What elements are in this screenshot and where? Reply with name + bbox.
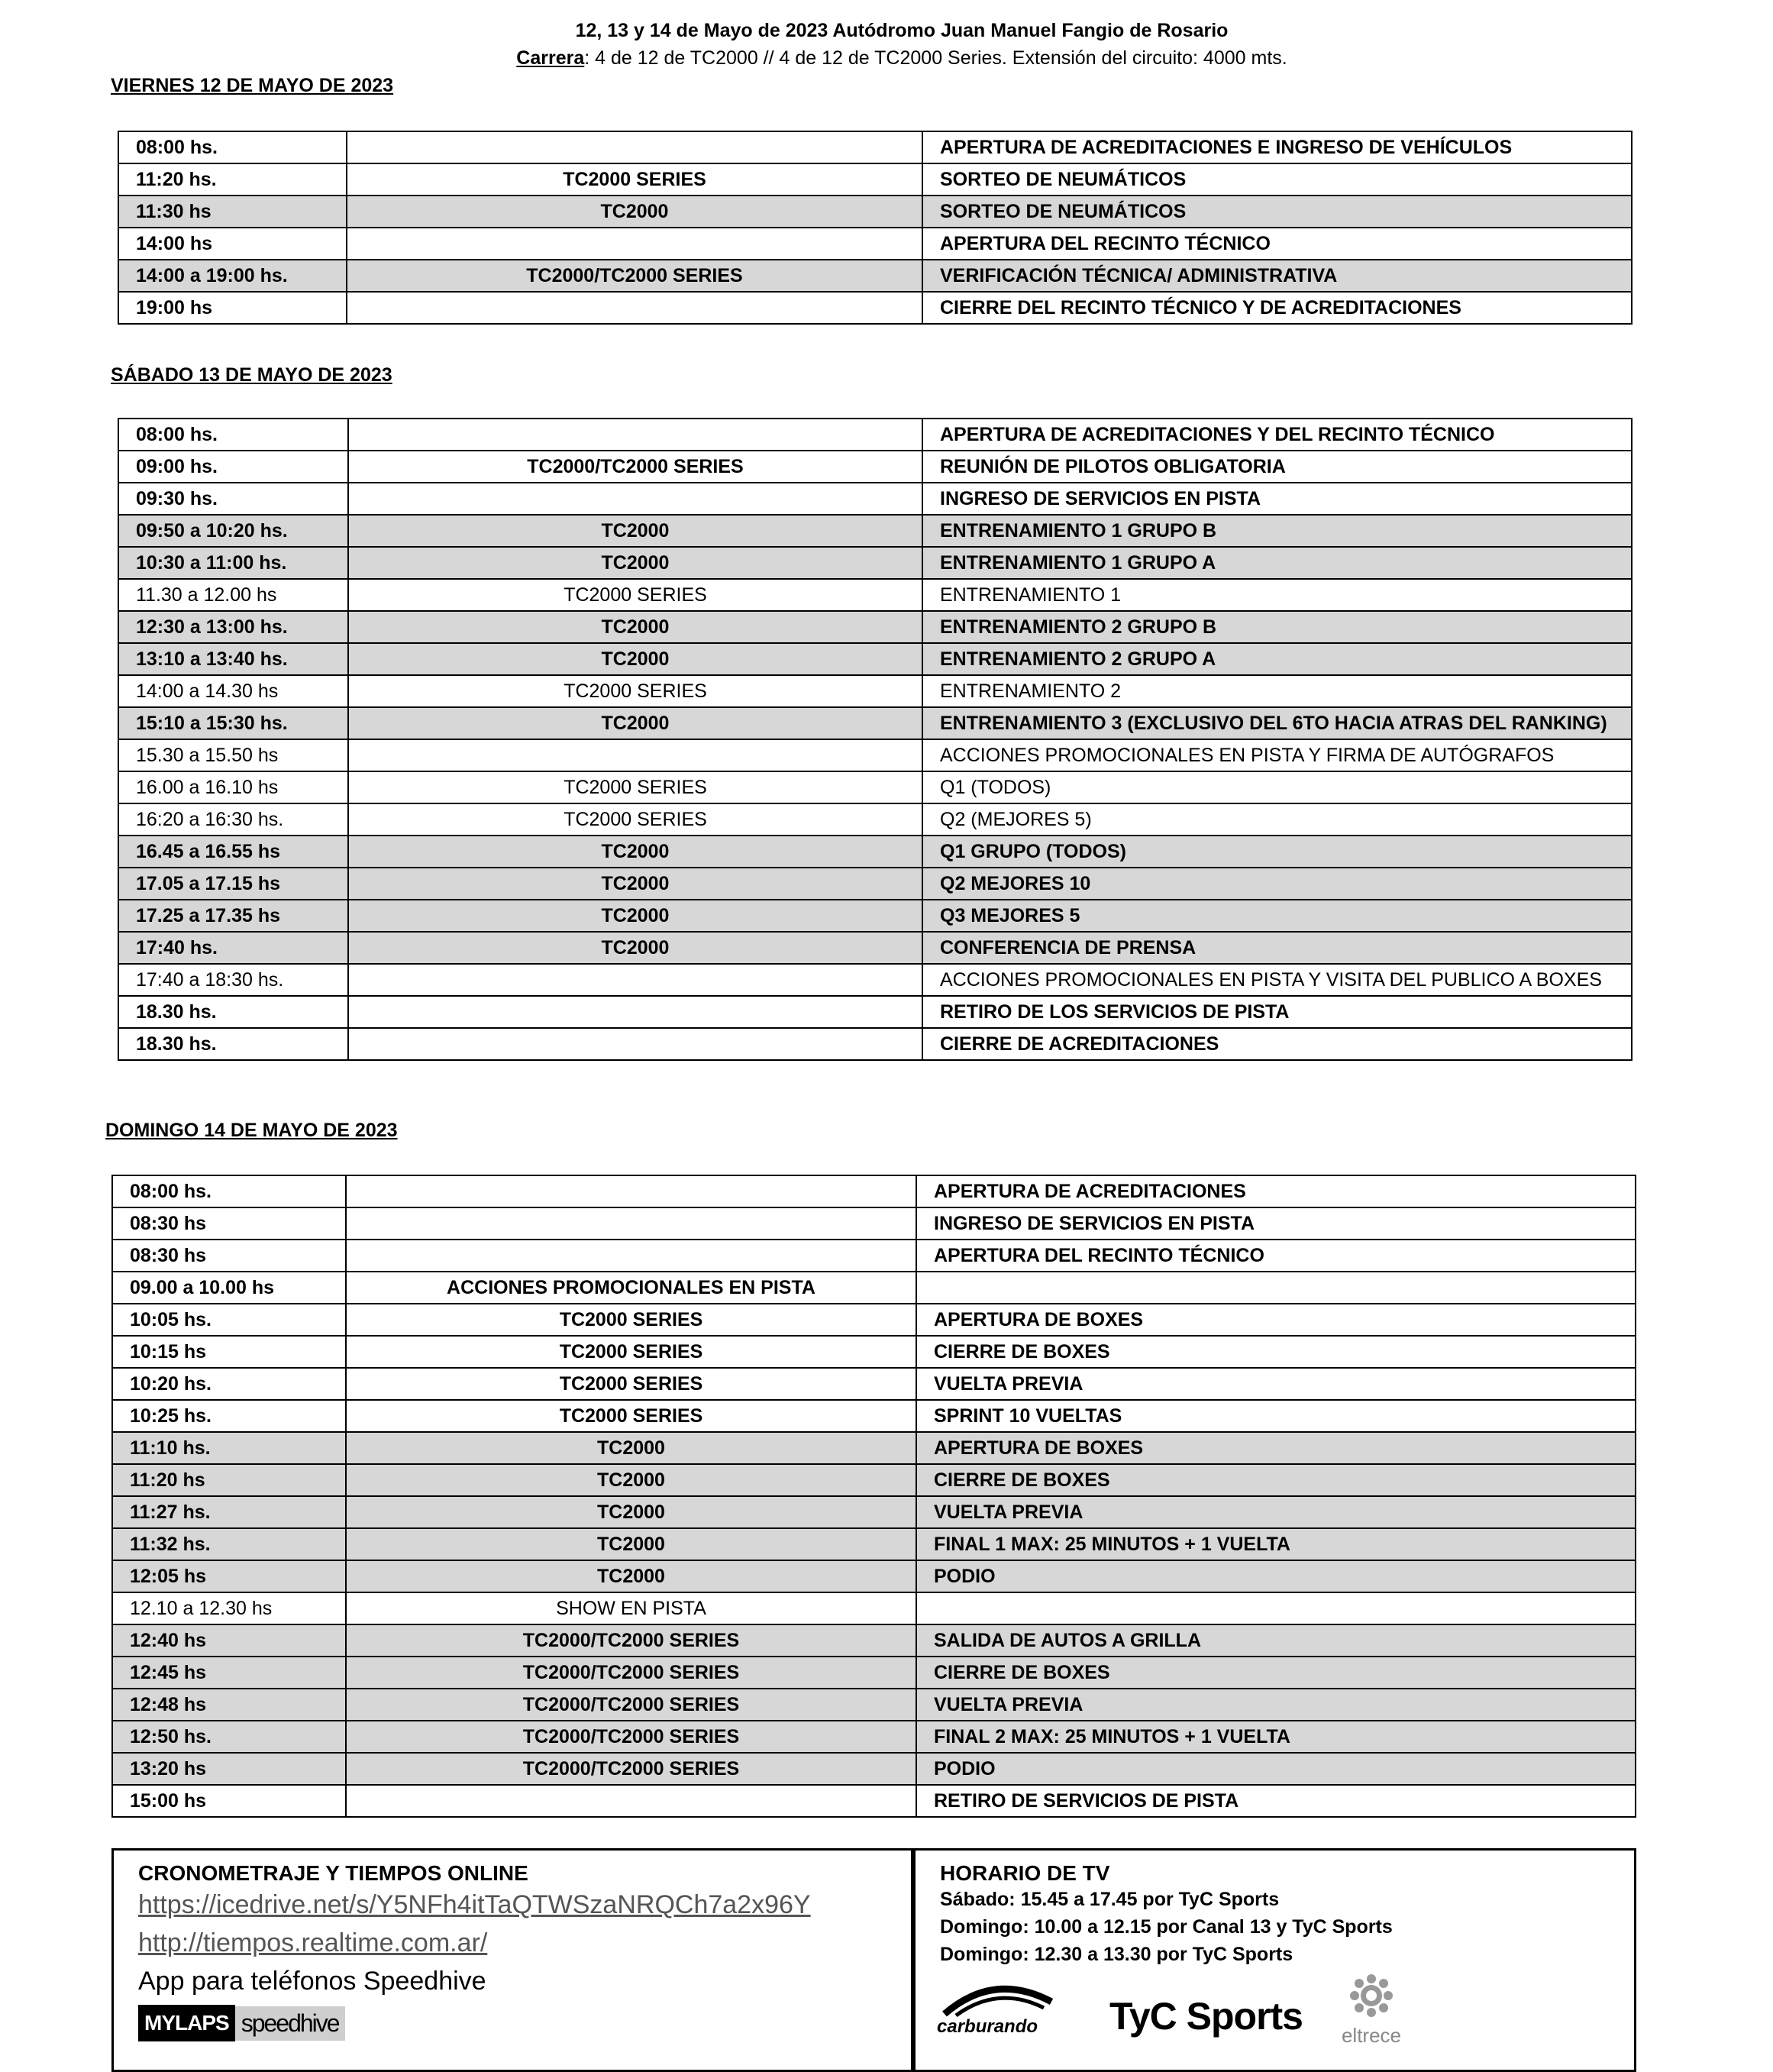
schedule-table-friday <box>118 131 1633 325</box>
mylaps-speedhive-logo <box>138 2005 345 2041</box>
event-cell <box>916 1592 1636 1624</box>
event-cell: APERTURA DE BOXES <box>916 1304 1636 1336</box>
time-cell: 12:40 hs <box>112 1624 346 1657</box>
time-cell: 14:00 hs <box>118 228 347 260</box>
time-cell: 08:00 hs. <box>112 1175 346 1207</box>
table-row <box>112 1657 1636 1689</box>
time-cell: 15:00 hs <box>112 1785 346 1817</box>
speedhive-app-text: App para teléfonos Speedhive <box>138 1967 486 1996</box>
table-row <box>118 163 1632 196</box>
event-cell: SPRINT 10 VUELTAS <box>916 1400 1636 1432</box>
time-cell: 10:15 hs <box>112 1336 346 1368</box>
tv-line-saturday: Sábado: 15.45 a 17.45 por TyC Sports <box>940 1889 1280 1910</box>
tyc-sports-logo: TyC Sports <box>1109 1995 1303 2038</box>
schedule-table-sunday <box>111 1175 1636 1818</box>
event-cell: ENTRENAMIENTO 1 GRUPO B <box>922 515 1632 547</box>
table-row <box>118 964 1632 996</box>
category-cell <box>346 1785 916 1817</box>
tv-line-sunday-2: Domingo: 12.30 a 13.30 por TyC Sports <box>940 1944 1293 1965</box>
time-cell: 11:32 hs. <box>112 1528 346 1560</box>
event-cell: ENTRENAMIENTO 2 GRUPO B <box>922 611 1632 643</box>
time-cell: 11:20 hs <box>112 1464 346 1496</box>
eltrece-logo <box>1337 1973 1406 2048</box>
time-cell: 12:05 hs <box>112 1560 346 1592</box>
table-row <box>112 1624 1636 1657</box>
table-row <box>118 996 1632 1028</box>
table-row <box>118 196 1632 228</box>
table-row <box>118 707 1632 739</box>
time-cell: 12:45 hs <box>112 1657 346 1689</box>
table-row <box>118 515 1632 547</box>
time-cell: 17.25 a 17.35 hs <box>118 900 348 932</box>
category-cell <box>348 1028 922 1060</box>
category-cell: TC2000 <box>346 1560 916 1592</box>
table-row <box>118 547 1632 579</box>
table-row <box>118 803 1632 836</box>
tv-line-sunday-1: Domingo: 10.00 a 12.15 por Canal 13 y TyC Sports <box>940 1916 1393 1938</box>
table-row <box>112 1432 1636 1464</box>
category-cell: TC2000/TC2000 SERIES <box>346 1721 916 1753</box>
time-cell: 08:30 hs <box>112 1240 346 1272</box>
time-cell: 17.05 a 17.15 hs <box>118 868 348 900</box>
event-cell: INGRESO DE SERVICIOS EN PISTA <box>922 483 1632 515</box>
table-row <box>118 611 1632 643</box>
category-cell: TC2000 <box>346 1528 916 1560</box>
table-row <box>112 1785 1636 1817</box>
event-cell: Q2 MEJORES 10 <box>922 868 1632 900</box>
category-cell: TC2000 <box>348 515 922 547</box>
table-row <box>118 739 1632 771</box>
category-cell: TC2000 <box>348 900 922 932</box>
category-cell: TC2000 SERIES <box>346 1336 916 1368</box>
time-cell: 09:00 hs. <box>118 451 348 483</box>
tv-box <box>913 1848 1636 2072</box>
time-cell: 11:20 hs. <box>118 163 347 196</box>
time-cell: 09.00 a 10.00 hs <box>112 1272 346 1304</box>
event-cell: CIERRE DE BOXES <box>916 1464 1636 1496</box>
category-cell <box>346 1175 916 1207</box>
event-cell: ENTRENAMIENTO 1 GRUPO A <box>922 547 1632 579</box>
table-row <box>118 483 1632 515</box>
document-subtitle <box>31 44 1773 72</box>
table-row <box>118 131 1632 163</box>
event-cell: PODIO <box>916 1560 1636 1592</box>
table-row <box>118 260 1632 292</box>
table-row <box>112 1272 1636 1304</box>
table-row <box>118 451 1632 483</box>
category-cell: TC2000/TC2000 SERIES <box>347 260 922 292</box>
event-cell: CIERRE DE BOXES <box>916 1657 1636 1689</box>
tv-heading: HORARIO DE TV <box>940 1861 1110 1885</box>
category-cell <box>347 228 922 260</box>
table-row <box>118 1028 1632 1060</box>
category-cell: TC2000/TC2000 SERIES <box>346 1753 916 1785</box>
time-cell: 16.00 a 16.10 hs <box>118 771 348 803</box>
table-row <box>112 1689 1636 1721</box>
event-cell <box>916 1272 1636 1304</box>
table-row <box>118 579 1632 611</box>
event-cell: VERIFICACIÓN TÉCNICA/ ADMINISTRATIVA <box>922 260 1632 292</box>
event-cell: VUELTA PREVIA <box>916 1368 1636 1400</box>
event-cell: SORTEO DE NEUMÁTICOS <box>922 196 1632 228</box>
category-cell <box>348 739 922 771</box>
table-row <box>112 1464 1636 1496</box>
event-cell: APERTURA DE ACREDITACIONES Y DEL RECINTO TÉCNICO <box>922 419 1632 451</box>
category-cell: TC2000 <box>348 547 922 579</box>
category-cell: TC2000 <box>348 611 922 643</box>
category-cell: TC2000 SERIES <box>346 1304 916 1336</box>
category-cell: TC2000 <box>348 868 922 900</box>
time-cell: 11:30 hs <box>118 196 347 228</box>
table-row <box>118 675 1632 707</box>
table-row <box>118 836 1632 868</box>
category-cell <box>348 483 922 515</box>
event-cell: FINAL 1 MAX: 25 MINUTOS + 1 VUELTA <box>916 1528 1636 1560</box>
table-row <box>118 643 1632 675</box>
time-cell: 17:40 hs. <box>118 932 348 964</box>
event-cell: VUELTA PREVIA <box>916 1689 1636 1721</box>
category-cell: TC2000 <box>346 1432 916 1464</box>
time-cell: 12:48 hs <box>112 1689 346 1721</box>
subtitle-text: : 4 de 12 de TC2000 // 4 de 12 de TC2000 Series. Extensión del circuito: 4000 mts. <box>584 47 1287 69</box>
category-cell: SHOW EN PISTA <box>346 1592 916 1624</box>
table-row <box>112 1304 1636 1336</box>
table-row <box>118 771 1632 803</box>
category-cell: TC2000 <box>348 643 922 675</box>
event-cell: Q3 MEJORES 5 <box>922 900 1632 932</box>
time-cell: 13:10 a 13:40 hs. <box>118 643 348 675</box>
time-cell: 12.10 a 12.30 hs <box>112 1592 346 1624</box>
category-cell: TC2000/TC2000 SERIES <box>348 451 922 483</box>
day-heading-saturday: SÁBADO 13 DE MAYO DE 2023 <box>111 364 392 386</box>
time-cell: 10:25 hs. <box>112 1400 346 1432</box>
time-cell: 09:50 a 10:20 hs. <box>118 515 348 547</box>
category-cell: TC2000 <box>348 836 922 868</box>
event-cell: SORTEO DE NEUMÁTICOS <box>922 163 1632 196</box>
category-cell: TC2000 SERIES <box>346 1400 916 1432</box>
category-cell: TC2000 <box>347 196 922 228</box>
table-row <box>112 1496 1636 1528</box>
event-cell: Q2 (MEJORES 5) <box>922 803 1632 836</box>
table-row <box>112 1368 1636 1400</box>
event-cell: Q1 GRUPO (TODOS) <box>922 836 1632 868</box>
time-cell: 16:20 a 16:30 hs. <box>118 803 348 836</box>
category-cell: TC2000 <box>346 1496 916 1528</box>
day-heading-sunday: DOMINGO 14 DE MAYO DE 2023 <box>105 1120 398 1141</box>
schedule-table-saturday <box>118 418 1633 1061</box>
event-cell: CONFERENCIA DE PRENSA <box>922 932 1632 964</box>
time-cell: 12:50 hs. <box>112 1721 346 1753</box>
event-cell: Q1 (TODOS) <box>922 771 1632 803</box>
time-cell: 10:05 hs. <box>112 1304 346 1336</box>
timing-heading: CRONOMETRAJE Y TIEMPOS ONLINE <box>138 1861 528 1885</box>
time-cell: 08:00 hs. <box>118 419 348 451</box>
timing-box <box>111 1848 913 2072</box>
category-cell: TC2000 SERIES <box>348 803 922 836</box>
event-cell: APERTURA DE ACREDITACIONES E INGRESO DE VEHÍCULOS <box>922 131 1632 163</box>
time-cell: 11:27 hs. <box>112 1496 346 1528</box>
table-row <box>112 1721 1636 1753</box>
category-cell: TC2000/TC2000 SERIES <box>346 1689 916 1721</box>
category-cell <box>346 1240 916 1272</box>
eltrece-logo-text: eltrece <box>1341 2024 1402 2047</box>
table-row <box>112 1592 1636 1624</box>
event-cell: CIERRE DE ACREDITACIONES <box>922 1028 1632 1060</box>
icedrive-link[interactable]: https://icedrive.net/s/Y5NFh4itTaQTWSzaNRQCh7a2x96Y <box>138 1890 811 1919</box>
event-cell: FINAL 2 MAX: 25 MINUTOS + 1 VUELTA <box>916 1721 1636 1753</box>
event-cell: APERTURA DEL RECINTO TÉCNICO <box>922 228 1632 260</box>
time-cell: 12:30 a 13:00 hs. <box>118 611 348 643</box>
table-row <box>112 1753 1636 1785</box>
time-cell: 11:10 hs. <box>112 1432 346 1464</box>
time-cell: 11.30 a 12.00 hs <box>118 579 348 611</box>
category-cell: TC2000 SERIES <box>348 675 922 707</box>
document-title: 12, 13 y 14 de Mayo de 2023 Autódromo Juan Manuel Fangio de Rosario <box>575 20 1229 41</box>
carburando-logo-text: carburando <box>937 2016 1038 2037</box>
time-cell: 15.30 a 15.50 hs <box>118 739 348 771</box>
table-row <box>118 292 1632 324</box>
time-cell: 09:30 hs. <box>118 483 348 515</box>
event-cell: APERTURA DE ACREDITACIONES <box>916 1175 1636 1207</box>
time-cell: 10:30 a 11:00 hs. <box>118 547 348 579</box>
event-cell: APERTURA DEL RECINTO TÉCNICO <box>916 1240 1636 1272</box>
time-cell: 10:20 hs. <box>112 1368 346 1400</box>
category-cell <box>346 1207 916 1240</box>
category-cell <box>347 131 922 163</box>
time-cell: 17:40 a 18:30 hs. <box>118 964 348 996</box>
time-cell: 08:00 hs. <box>118 131 347 163</box>
event-cell: RETIRO DE SERVICIOS DE PISTA <box>916 1785 1636 1817</box>
realtime-link[interactable]: http://tiempos.realtime.com.ar/ <box>138 1928 488 1957</box>
table-row <box>112 1400 1636 1432</box>
table-row <box>118 868 1632 900</box>
category-cell: TC2000 <box>346 1464 916 1496</box>
day-heading-friday: VIERNES 12 DE MAYO DE 2023 <box>111 75 394 96</box>
event-cell: APERTURA DE BOXES <box>916 1432 1636 1464</box>
time-cell: 19:00 hs <box>118 292 347 324</box>
time-cell: 18.30 hs. <box>118 1028 348 1060</box>
category-cell: TC2000/TC2000 SERIES <box>346 1624 916 1657</box>
category-cell: TC2000 SERIES <box>346 1368 916 1400</box>
document-header <box>0 17 1773 72</box>
event-cell: VUELTA PREVIA <box>916 1496 1636 1528</box>
event-cell: INGRESO DE SERVICIOS EN PISTA <box>916 1207 1636 1240</box>
category-cell: ACCIONES PROMOCIONALES EN PISTA <box>346 1272 916 1304</box>
category-cell: TC2000 <box>348 707 922 739</box>
time-cell: 15:10 a 15:30 hs. <box>118 707 348 739</box>
category-cell: TC2000 SERIES <box>348 771 922 803</box>
category-cell: TC2000 SERIES <box>347 163 922 196</box>
category-cell <box>347 292 922 324</box>
time-cell: 08:30 hs <box>112 1207 346 1240</box>
time-cell: 13:20 hs <box>112 1753 346 1785</box>
table-row <box>118 932 1632 964</box>
event-cell: CIERRE DE BOXES <box>916 1336 1636 1368</box>
event-cell: ACCIONES PROMOCIONALES EN PISTA Y VISITA DEL PUBLICO A BOXES <box>922 964 1632 996</box>
mylaps-logo-text: MYLAPS <box>138 2005 235 2041</box>
event-cell: SALIDA DE AUTOS A GRILLA <box>916 1624 1636 1657</box>
subtitle-label: Carrera <box>516 47 585 69</box>
carburando-logo <box>937 1979 1067 2038</box>
category-cell <box>348 996 922 1028</box>
category-cell: TC2000 SERIES <box>348 579 922 611</box>
category-cell <box>348 419 922 451</box>
table-row <box>112 1560 1636 1592</box>
event-cell: PODIO <box>916 1753 1636 1785</box>
event-cell: ENTRENAMIENTO 2 <box>922 675 1632 707</box>
table-row <box>118 419 1632 451</box>
speedhive-logo-text: speedhive <box>235 2006 345 2041</box>
event-cell: RETIRO DE LOS SERVICIOS DE PISTA <box>922 996 1632 1028</box>
category-cell <box>348 964 922 996</box>
time-cell: 16.45 a 16.55 hs <box>118 836 348 868</box>
event-cell: ENTRENAMIENTO 1 <box>922 579 1632 611</box>
table-row <box>112 1528 1636 1560</box>
table-row <box>118 228 1632 260</box>
carburando-arc-icon <box>937 1979 1067 2017</box>
event-cell: ENTRENAMIENTO 3 (EXCLUSIVO DEL 6TO HACIA ATRAS DEL RANKING) <box>922 707 1632 739</box>
table-row <box>112 1207 1636 1240</box>
event-cell: ENTRENAMIENTO 2 GRUPO A <box>922 643 1632 675</box>
eltrece-star-icon <box>1348 1973 1394 2019</box>
table-row <box>112 1240 1636 1272</box>
table-row <box>118 900 1632 932</box>
event-cell: CIERRE DEL RECINTO TÉCNICO Y DE ACREDITACIONES <box>922 292 1632 324</box>
category-cell: TC2000/TC2000 SERIES <box>346 1657 916 1689</box>
time-cell: 18.30 hs. <box>118 996 348 1028</box>
table-row <box>112 1175 1636 1207</box>
event-cell: ACCIONES PROMOCIONALES EN PISTA Y FIRMA DE AUTÓGRAFOS <box>922 739 1632 771</box>
time-cell: 14:00 a 14.30 hs <box>118 675 348 707</box>
event-cell: REUNIÓN DE PILOTOS OBLIGATORIA <box>922 451 1632 483</box>
time-cell: 14:00 a 19:00 hs. <box>118 260 347 292</box>
table-row <box>112 1336 1636 1368</box>
category-cell: TC2000 <box>348 932 922 964</box>
